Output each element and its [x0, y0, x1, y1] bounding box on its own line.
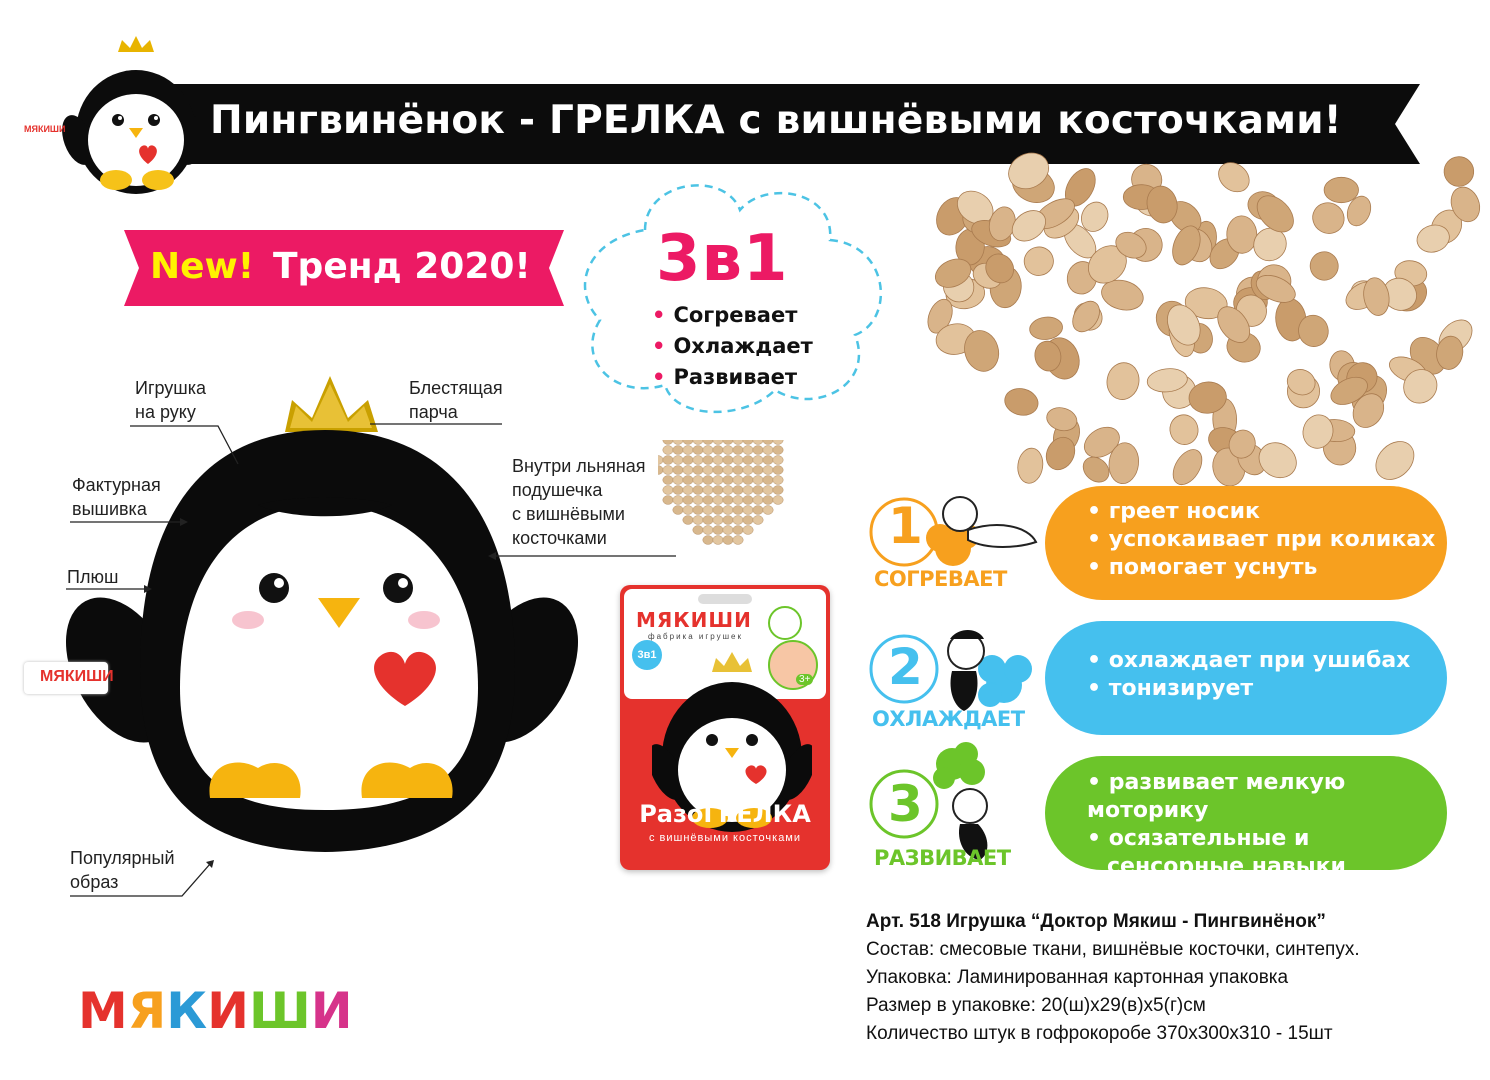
list-item: • развивает мелкую моторику [1087, 770, 1346, 823]
callout-hand-toy: Игрушка на руку [135, 378, 207, 422]
cherry-pit [673, 476, 683, 485]
cherry-pit [743, 456, 753, 465]
cherry-pit [713, 466, 723, 475]
mascot-tag-label: МЯКИШИ [24, 124, 66, 134]
cherry-pit [723, 496, 733, 505]
product-info-line: Размер в упаковке: 20(ш)х29(в)х5(г)см [866, 995, 1206, 1016]
cherry-pits-photo [900, 150, 1490, 490]
cherry-pit [703, 486, 713, 495]
callout-image-line [70, 858, 220, 904]
cherry-pit [673, 456, 683, 465]
cherry-pit [663, 466, 673, 475]
list-item: • успокаивает при коликах [1087, 527, 1436, 552]
cherry-pit [673, 440, 683, 444]
cherry-pit [723, 466, 733, 475]
cherry-pit [763, 446, 773, 455]
cherry-pit [753, 506, 763, 515]
cherry-pit [703, 466, 713, 475]
three-in-one-list [652, 300, 813, 393]
list-item: • помогает уснуть [1087, 555, 1318, 580]
cherry-pit [753, 440, 763, 444]
callout-embroidery: Фактурная вышивка [72, 475, 161, 519]
cherry-pit [723, 440, 733, 444]
cherry-pit [743, 496, 753, 505]
cherry-pit [703, 440, 713, 444]
cherry-pit [723, 526, 733, 535]
cherry-pit [733, 456, 743, 465]
cherry-pit [658, 466, 663, 475]
callout-image: Популярный образ [70, 848, 175, 892]
cherry-pit [1308, 250, 1341, 283]
product-info-line: Упаковка: Ламинированная картонная упаковка [866, 967, 1289, 988]
callout-plush: Плюш [67, 567, 119, 587]
cherry-pit [743, 526, 753, 535]
step-2-label: ОХЛАЖДАЕТ [872, 707, 1025, 731]
cherry-pit [693, 516, 703, 525]
cherry-pit [663, 456, 673, 465]
cherry-pit [683, 466, 693, 475]
cherry-pit [683, 446, 693, 455]
cherry-pit [723, 486, 733, 495]
cherry-pit [663, 446, 673, 455]
package-product-subtitle: с вишнёвыми косточками [648, 832, 802, 844]
list-item: • Согревает [652, 303, 798, 327]
cherry-pit [773, 466, 783, 475]
cherry-pit [663, 486, 673, 495]
cherry-pit [683, 476, 693, 485]
cherry-pit [693, 476, 703, 485]
cherry-pit [683, 506, 693, 515]
cherry-pit [683, 456, 693, 465]
package-quality-badge [768, 606, 802, 640]
package-product-name: РазоГРЕЛКА [639, 800, 811, 828]
cherry-pit [1368, 434, 1421, 487]
list-item: • Охлаждает [652, 334, 813, 358]
cherry-pit [753, 446, 763, 455]
cherry-pit [763, 456, 773, 465]
cherry-pit [733, 516, 743, 525]
cherry-pit [703, 446, 713, 455]
cherry-pit [663, 496, 673, 505]
trend-new-label: New! [150, 246, 255, 287]
cherry-pit [683, 516, 693, 525]
logo-letter: И [207, 982, 250, 1040]
list-item: • Развивает [652, 365, 798, 389]
cherry-pit [733, 496, 743, 505]
cherry-pit [743, 440, 753, 444]
callout-plush-line [66, 583, 156, 595]
list-item: • охлаждает при ушибах [1087, 648, 1411, 673]
step-3-number: 3 [888, 775, 923, 833]
cherry-pit [673, 506, 683, 515]
cherry-pit [703, 536, 713, 545]
cherry-pit [683, 440, 693, 444]
pits-heart-image [658, 440, 788, 565]
cherry-pit [743, 486, 753, 495]
fabric-tag-label: МЯКИШИ [40, 668, 114, 685]
cherry-pit [1104, 360, 1142, 402]
cherry-pit [693, 526, 703, 535]
package-age: 3+ [796, 674, 813, 685]
cherry-pit [673, 486, 683, 495]
cherry-pit [693, 496, 703, 505]
cherry-pit [733, 536, 743, 545]
cherry-pit [723, 446, 733, 455]
callout-brocade-line [370, 418, 505, 430]
step-2-number: 2 [888, 638, 923, 696]
cherry-pit [693, 506, 703, 515]
cherry-pit [753, 476, 763, 485]
cherry-pit [663, 440, 673, 444]
list-item: • осязательные и сенсорные навыки [1087, 826, 1346, 879]
logo-letter: Я [127, 982, 167, 1040]
cherry-pit [743, 476, 753, 485]
cherry-pit [753, 456, 763, 465]
cherry-pit [723, 476, 733, 485]
cherry-pit [703, 496, 713, 505]
cherry-pit [763, 506, 773, 515]
cherry-pit [713, 456, 723, 465]
cherry-pit [713, 496, 723, 505]
package-badge: 3в1 [632, 640, 662, 670]
cherry-pit [1167, 412, 1202, 448]
cherry-pit [658, 456, 663, 465]
cherry-pit [743, 516, 753, 525]
cherry-pit [703, 516, 713, 525]
cherry-pit [733, 466, 743, 475]
cherry-pit [683, 486, 693, 495]
cherry-pit [763, 496, 773, 505]
callout-hand-toy-line [130, 420, 240, 470]
step-3-label: РАЗВИВАЕТ [874, 846, 1011, 870]
callout-embroidery-line [70, 516, 190, 528]
step-1-number: 1 [888, 497, 923, 555]
logo-letter: И [310, 982, 353, 1040]
cherry-pit [733, 440, 743, 444]
cherry-pit [703, 476, 713, 485]
logo-letter: К [166, 982, 208, 1040]
cherry-pit [723, 516, 733, 525]
cherry-pit [713, 536, 723, 545]
cherry-pit [1443, 156, 1475, 188]
cherry-pit [763, 486, 773, 495]
cherry-pit [673, 496, 683, 505]
cherry-pit [693, 446, 703, 455]
cherry-pit [1022, 244, 1056, 277]
cherry-pit [703, 456, 713, 465]
cherry-pit [733, 476, 743, 485]
cherry-pit [713, 516, 723, 525]
cherry-pit [1213, 157, 1255, 198]
cherry-pit [713, 526, 723, 535]
cherry-pit [733, 446, 743, 455]
product-info-line: Количество штук в гофрокоробе 370х300х310 - 15шт [866, 1023, 1333, 1044]
cherry-pit [773, 446, 783, 455]
cherry-pit [713, 486, 723, 495]
step-2-pill [1045, 621, 1447, 735]
cherry-pit [693, 486, 703, 495]
product-info-title: Арт. 518 Игрушка “Доктор Мякиш - Пингвинёнок” [866, 911, 1326, 932]
cherry-pit [773, 496, 783, 505]
cherry-pit [673, 466, 683, 475]
cherry-pit [733, 486, 743, 495]
product-info [866, 908, 1466, 1048]
cherry-pit [773, 486, 783, 495]
cherry-pit [1002, 385, 1041, 419]
cherry-pit [773, 456, 783, 465]
package-hang-hole [698, 594, 752, 604]
cherry-pit [723, 456, 733, 465]
cherry-pit [1307, 197, 1350, 239]
cherry-pit [713, 446, 723, 455]
cherry-pit [743, 506, 753, 515]
cherry-pit [703, 526, 713, 535]
cherry-pit [713, 506, 723, 515]
package-brand-subtitle: фабрика игрушек [648, 632, 743, 641]
cherry-pit [773, 476, 783, 485]
callout-pillow: Внутри льняная подушечка с вишнёвыми косточками [512, 456, 646, 548]
step-1-pill [1045, 486, 1447, 600]
cherry-pit [703, 506, 713, 515]
cherry-pit [733, 526, 743, 535]
callout-pillow-line [488, 550, 678, 562]
list-item: • греет носик [1087, 499, 1260, 524]
cherry-pit [693, 456, 703, 465]
cherry-pit [743, 446, 753, 455]
cherry-pit [753, 516, 763, 525]
cherry-pit [1324, 177, 1358, 202]
list-item: • тонизирует [1087, 676, 1254, 701]
cherry-pit [763, 466, 773, 475]
cherry-pit [713, 476, 723, 485]
cherry-pit [733, 506, 743, 515]
cherry-pit [683, 496, 693, 505]
cherry-pit [753, 496, 763, 505]
package-brand: МЯКИШИ [636, 608, 752, 632]
cherry-pit [663, 476, 673, 485]
cherry-pit [723, 506, 733, 515]
product-info-line: Состав: смесовые ткани, вишнёвые косточки, синтепух. [866, 939, 1360, 960]
cherry-pit [713, 440, 723, 444]
step-3-pill [1045, 756, 1447, 879]
cherry-pit [1016, 447, 1045, 485]
cherry-pit [743, 466, 753, 475]
trend-year-label: Тренд 2020! [273, 246, 531, 287]
cherry-pit [753, 466, 763, 475]
cherry-pit [1078, 452, 1114, 487]
three-in-one-title: 3в1 [656, 222, 789, 296]
cherry-pit [1252, 436, 1303, 485]
callout-brocade: Блестящая парча [409, 378, 503, 422]
step-1-label: СОГРЕВАЕТ [874, 567, 1007, 591]
cherry-pit [723, 536, 733, 545]
cherry-pit [763, 476, 773, 485]
cherry-pit [753, 486, 763, 495]
cherry-pit [673, 446, 683, 455]
cherry-pit [763, 440, 773, 444]
brand-logo [78, 982, 353, 1040]
cherry-pit [693, 440, 703, 444]
cherry-pit [773, 440, 783, 444]
page-title: Пингвинёнок - ГРЕЛКА с вишнёвыми косточками! [210, 98, 1342, 143]
cherry-pit [693, 466, 703, 475]
logo-letter: М [78, 982, 128, 1040]
penguin-mascot-icon [60, 36, 220, 196]
logo-letter: Ш [249, 982, 311, 1040]
cherry-pit [1167, 444, 1208, 489]
